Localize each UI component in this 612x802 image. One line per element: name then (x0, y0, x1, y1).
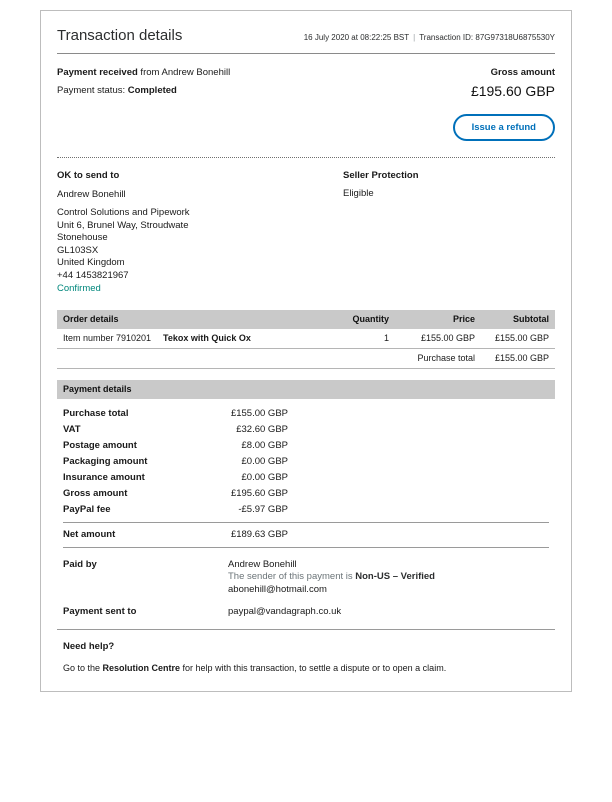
issue-refund-button[interactable]: Issue a refund (453, 114, 555, 141)
amount-row (57, 438, 555, 454)
purchase-total-row (57, 349, 555, 369)
payment-received-line (57, 67, 230, 79)
amount-row (57, 454, 555, 470)
paid-by-row (57, 552, 555, 597)
order-details-heading: Order details (63, 314, 119, 324)
amount-label: Gross amount (63, 488, 128, 499)
paid-by-divider (63, 547, 549, 548)
amount-value: £0.00 GBP (241, 456, 288, 467)
amount-value: £8.00 GBP (241, 440, 288, 451)
verification-status: Non-US – Verified (355, 571, 435, 582)
amount-value: £0.00 GBP (241, 472, 288, 483)
help-divider (57, 629, 555, 630)
ship-to-block (57, 170, 343, 296)
amount-value: £32.60 GBP (236, 424, 288, 435)
payment-received-from: from Andrew Bonehill (137, 67, 231, 78)
payment-sent-to-row (57, 596, 555, 629)
address-line: Unit 6, Brunel Way, Stroudwate (57, 219, 189, 231)
payer-email: abonehill@hotmail.com (228, 583, 327, 595)
amount-value: £195.60 GBP (230, 488, 288, 499)
payment-sent-to-label: Payment sent to (63, 606, 137, 617)
amount-label: VAT (63, 424, 81, 435)
item-subtotal: £155.00 GBP (494, 333, 549, 343)
payment-status-label: Payment status: (57, 85, 128, 96)
transaction-date: 16 July 2020 at 08:22:25 BST (303, 33, 410, 42)
header-meta (304, 33, 555, 44)
gross-amount-label: Gross amount (490, 67, 555, 78)
payment-sent-to-value: paypal@vandagraph.co.uk (228, 606, 342, 617)
address-line: United Kingdom (57, 257, 125, 268)
resolution-centre-link[interactable]: Resolution Centre (102, 663, 181, 673)
amount-value: -£5.97 GBP (238, 504, 288, 515)
header (57, 27, 555, 54)
purchase-total-value: £155.00 GBP (494, 353, 549, 363)
order-details-header-bar (57, 310, 555, 329)
net-amount-label: Net amount (63, 529, 116, 540)
address-line: Stonehouse (57, 232, 108, 243)
amount-row (57, 486, 555, 502)
payment-details-rows (57, 406, 555, 518)
help-text (63, 663, 549, 673)
meta-separator: | (413, 33, 416, 42)
help-text-prefix: Go to the (63, 663, 103, 673)
column-header-price: Price (452, 314, 475, 324)
payment-received-label: Payment received (57, 67, 138, 78)
payment-summary-left (57, 67, 230, 141)
amount-row (57, 470, 555, 486)
verification-note-prefix: The sender of this payment is (228, 571, 356, 582)
column-header-subtotal: Subtotal (513, 314, 549, 324)
seller-protection-block (343, 170, 555, 296)
amount-label: Packaging amount (63, 456, 148, 467)
gross-amount-value: £195.60 GBP (470, 83, 555, 99)
address-line: GL103SX (57, 244, 99, 256)
payment-summary-right (453, 67, 555, 141)
net-amount-divider (63, 522, 549, 523)
transaction-details-card (40, 10, 572, 692)
net-amount-row (57, 527, 555, 543)
page-title: Transaction details (57, 27, 183, 44)
item-number: Item number 7910201 (63, 333, 152, 343)
address-line: Control Solutions and Pipework (57, 207, 190, 218)
amount-label: Postage amount (63, 440, 137, 451)
item-name: Tekox with Quick Ox (163, 333, 251, 343)
payment-details-section (57, 380, 555, 630)
address-confirmed-status: Confirmed (57, 283, 101, 294)
amount-value: £155.00 GBP (230, 408, 288, 419)
order-item-row (57, 329, 555, 349)
purchase-total-label: Purchase total (417, 353, 475, 363)
amount-label: Purchase total (63, 408, 129, 419)
payment-details-header-bar (57, 380, 555, 399)
seller-protection-value: Eligible (343, 188, 374, 199)
column-header-quantity: Quantity (352, 314, 389, 324)
amount-row (57, 406, 555, 422)
item-price: £155.00 GBP (420, 333, 475, 343)
paid-by-details (228, 559, 549, 597)
address-line: +44 1453821967 (57, 269, 129, 281)
payment-details-heading: Payment details (63, 384, 132, 394)
help-text-suffix: for help with this transaction, to settle a dispute or to open a claim. (180, 663, 447, 673)
payer-name: Andrew Bonehill (228, 558, 297, 570)
payment-status-line (57, 85, 230, 97)
seller-protection-heading: Seller Protection (343, 170, 419, 181)
shipping-section (57, 170, 555, 296)
amount-label: PayPal fee (63, 504, 111, 515)
paid-by-label: Paid by (63, 558, 97, 570)
amount-row (57, 502, 555, 518)
need-help-heading: Need help? (63, 641, 115, 652)
payment-status-value: Completed (127, 85, 177, 96)
payer-verification-note (228, 571, 549, 584)
item-quantity: 1 (383, 333, 389, 343)
transaction-id: Transaction ID: 87G97318U6875530Y (419, 33, 555, 42)
amount-label: Insurance amount (63, 472, 145, 483)
payment-summary (57, 67, 555, 141)
amount-row (57, 422, 555, 438)
section-divider-dotted (57, 157, 555, 158)
net-amount-value: £189.63 GBP (230, 529, 288, 540)
order-details-section (57, 310, 555, 369)
help-section (57, 641, 555, 673)
ship-to-name: Andrew Bonehill (57, 188, 126, 200)
ship-to-heading: OK to send to (57, 170, 120, 181)
